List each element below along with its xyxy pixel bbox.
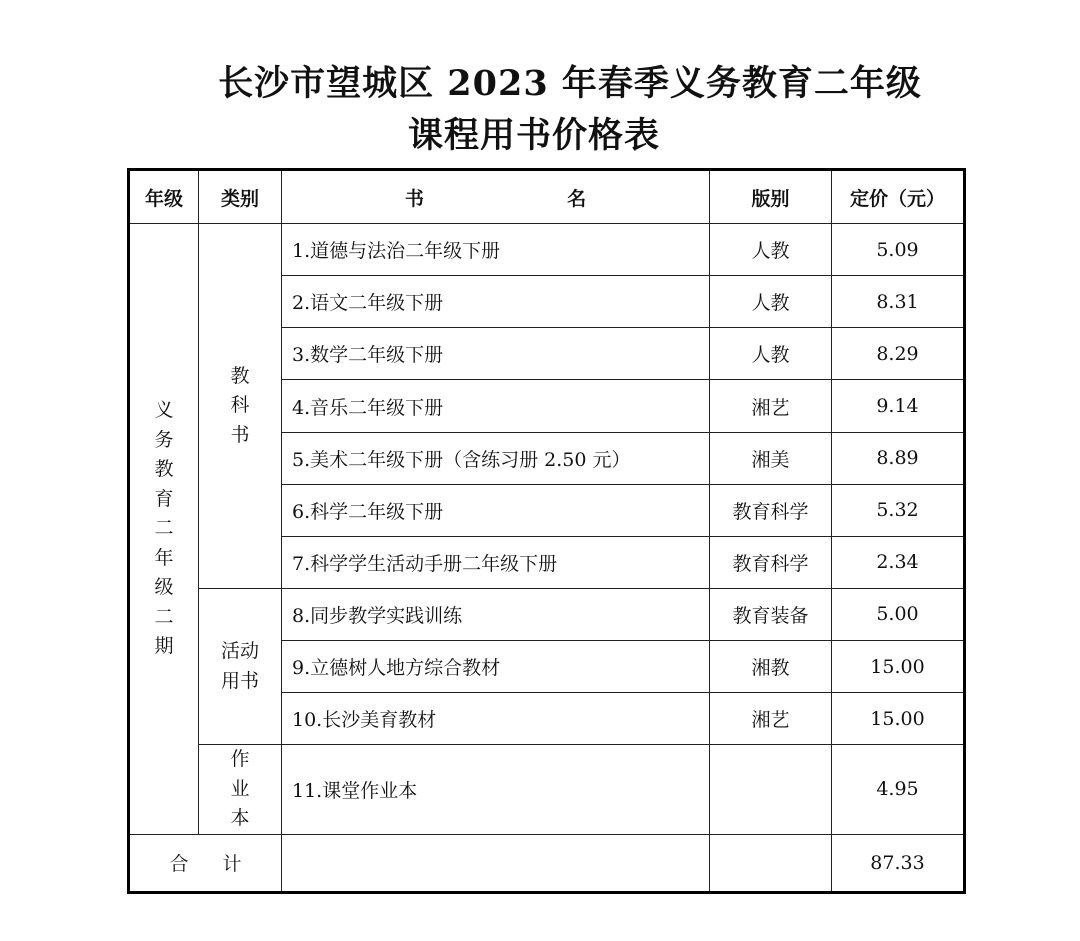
book-name: 2.语文二年级下册: [282, 276, 710, 328]
total-empty-edition: [710, 834, 832, 892]
book-name: 11.课堂作业本: [282, 745, 710, 835]
book-name: 9.立德树人地方综合教材: [282, 641, 710, 693]
book-name: 4.音乐二年级下册: [282, 380, 710, 432]
book-price: 2.34: [832, 536, 965, 588]
total-label: 合 计: [129, 834, 282, 892]
book-edition: 人教: [710, 328, 832, 380]
header-edition: 版别: [710, 170, 832, 224]
book-price: 5.09: [832, 224, 965, 276]
book-edition: 人教: [710, 224, 832, 276]
total-empty-name: [282, 834, 710, 892]
price-table: [127, 168, 966, 894]
book-price: 8.29: [832, 328, 965, 380]
book-name: 8.同步教学实践训练: [282, 588, 710, 640]
book-name: 6.科学二年级下册: [282, 484, 710, 536]
book-edition: 教育科学: [710, 536, 832, 588]
total-row: [129, 834, 965, 892]
category-activity: 活动 用书: [199, 588, 282, 744]
table-row: [129, 224, 965, 276]
category-homework: 作 业 本: [199, 745, 282, 835]
book-price: 15.00: [832, 693, 965, 745]
header-book-char1: 书: [404, 187, 424, 210]
book-price: 9.14: [832, 380, 965, 432]
book-edition: 教育科学: [710, 484, 832, 536]
book-name: 3.数学二年级下册: [282, 328, 710, 380]
book-edition: 湘美: [710, 432, 832, 484]
book-price: 8.89: [832, 432, 965, 484]
book-edition: 湘艺: [710, 693, 832, 745]
book-name: 10.长沙美育教材: [282, 693, 710, 745]
book-price: 15.00: [832, 641, 965, 693]
document-title: 长沙市望城区 2023 年春季义务教育二年级: [218, 63, 922, 104]
header-book-char2: 名: [567, 187, 587, 210]
header-row: [129, 170, 965, 224]
book-price: 5.32: [832, 484, 965, 536]
document-subtitle: 课程用书价格表: [407, 115, 660, 156]
book-name: 5.美术二年级下册（含练习册 2.50 元）: [282, 432, 710, 484]
book-edition: 人教: [710, 276, 832, 328]
header-book-name: [282, 170, 710, 224]
book-price: 4.95: [832, 745, 965, 835]
book-name: 1.道德与法治二年级下册: [282, 224, 710, 276]
book-price: 8.31: [832, 276, 965, 328]
table-row: [129, 588, 965, 640]
total-value: 87.33: [832, 834, 965, 892]
book-edition: 湘教: [710, 641, 832, 693]
book-edition: [710, 745, 832, 835]
table-row: [129, 745, 965, 835]
category-textbook: 教 科 书: [199, 224, 282, 589]
header-grade: 年级: [129, 170, 199, 224]
header-category: 类别: [199, 170, 282, 224]
header-price: 定价（元）: [832, 170, 965, 224]
book-name: 7.科学学生活动手册二年级下册: [282, 536, 710, 588]
book-price: 5.00: [832, 588, 965, 640]
book-edition: 湘艺: [710, 380, 832, 432]
grade-cell: 义 务 教 育 二 年 级 二 期: [129, 224, 199, 835]
book-edition: 教育装备: [710, 588, 832, 640]
